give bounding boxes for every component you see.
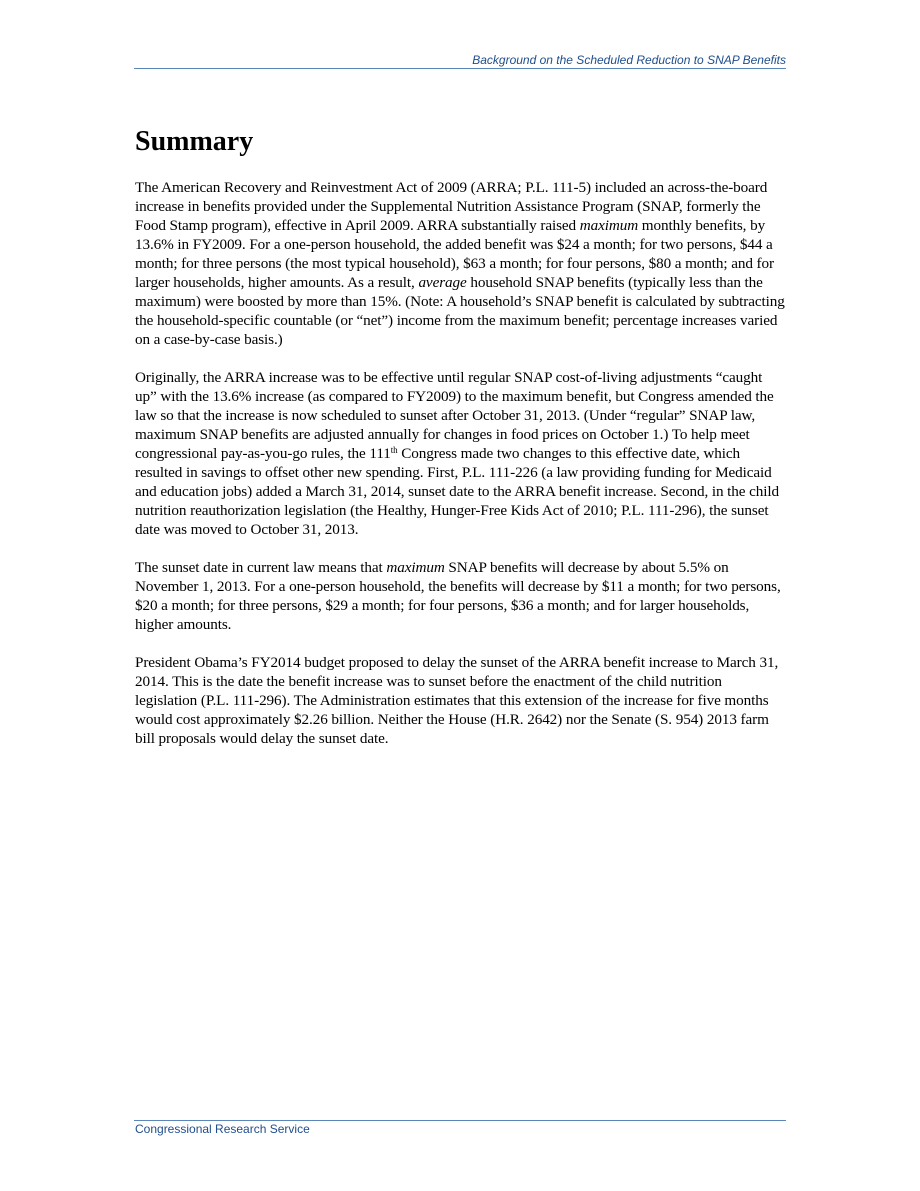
- paragraph-1-italic-average: average: [418, 274, 467, 291]
- paragraph-3: [135, 558, 787, 634]
- paragraph-1-text-e: household SNAP benefits (typically less than the maximum) were boosted by more than 15%. (Note: A household’s SNAP benefit is calculated by subtracting the household-specific countable (or “net”) income from the maximum benefit; percentage increases varied on a case-by-case basis.): [135, 274, 785, 348]
- running-footer: Congressional Research Service: [135, 1122, 310, 1136]
- section-title: Summary: [135, 126, 254, 157]
- paragraph-1-text-a: The American Recovery and Reinvestment Act of 2009 (ARRA; P.L. 111-5) included an across-the-board increase in benefits provided under the Supplemental Nutrition Assistance Program (SNAP, formerly the Food Stamp program), effective in April 2009. ARRA substantially raised: [135, 179, 768, 234]
- paragraph-1-text-c: monthly benefits, by 13.6% in FY2009. For a one-person household, the added benefit was $24 a month; for two persons, $44 a month; for three persons (the most typical household), $63 a month; for four persons, $80 a month; and for larger households, higher amounts. As a result,: [135, 217, 774, 291]
- paragraph-2-text-b: Congress made two changes to this effective date, which resulted in savings to offset other new spending. First, P.L. 111-226 (a law providing funding for Medicaid and education jobs) added a March 31, 2014, sunset date to the ARRA benefit increase. Second, in the child nutrition reauthorization legislation (the Healthy, Hunger-Free Kids Act of 2010; P.L. 111-296), the sunset date was moved to October 31, 2013.: [135, 445, 779, 538]
- paragraph-2: [135, 368, 787, 539]
- paragraph-3-text-c: SNAP benefits will decrease by about 5.5% on November 1, 2013. For a one-person household, the benefits will decrease by $11 a month; for two persons, $20 a month; for three persons, $29 a month; for four persons, $36 a month; and for larger households, higher amounts.: [135, 559, 781, 633]
- paragraph-1: [135, 178, 787, 349]
- footer-rule: [134, 1120, 786, 1121]
- paragraph-4-text-a: President Obama’s FY2014 budget proposed to delay the sunset of the ARRA benefit increase to March 31, 2014. This is the date the benefit increase was to sunset before the enactment of the child nutrition legislation (P.L. 111-296). The Administration estimates that this extension of the increase for five months would cost approximately $2.26 billion. Neither the House (H.R. 2642) nor the Senate (S. 954) 2013 farm bill proposals would delay the sunset date.: [135, 654, 779, 747]
- paragraph-2-text-a: Originally, the ARRA increase was to be effective until regular SNAP cost-of-living adjustments “caught up” with the 13.6% increase (as compared to FY2009) to the maximum benefit, but Congress amended the law so that the increase is now scheduled to sunset after October 31, 2013. (Under “regular” SNAP law, maximum SNAP benefits are adjusted annually for changes in food prices on October 1.) To help meet congressional pay-as-you-go rules, the 111: [135, 369, 774, 462]
- paragraph-2-superscript: th: [390, 445, 398, 455]
- header-rule: [134, 68, 786, 69]
- paragraph-3-text-a: The sunset date in current law means that: [135, 559, 387, 576]
- paragraph-3-italic-maximum: maximum: [386, 559, 445, 576]
- body-text: [135, 178, 787, 767]
- running-header: Background on the Scheduled Reduction to SNAP Benefits: [472, 53, 786, 67]
- paragraph-1-italic-maximum: maximum: [579, 217, 639, 234]
- paragraph-4: [135, 653, 787, 748]
